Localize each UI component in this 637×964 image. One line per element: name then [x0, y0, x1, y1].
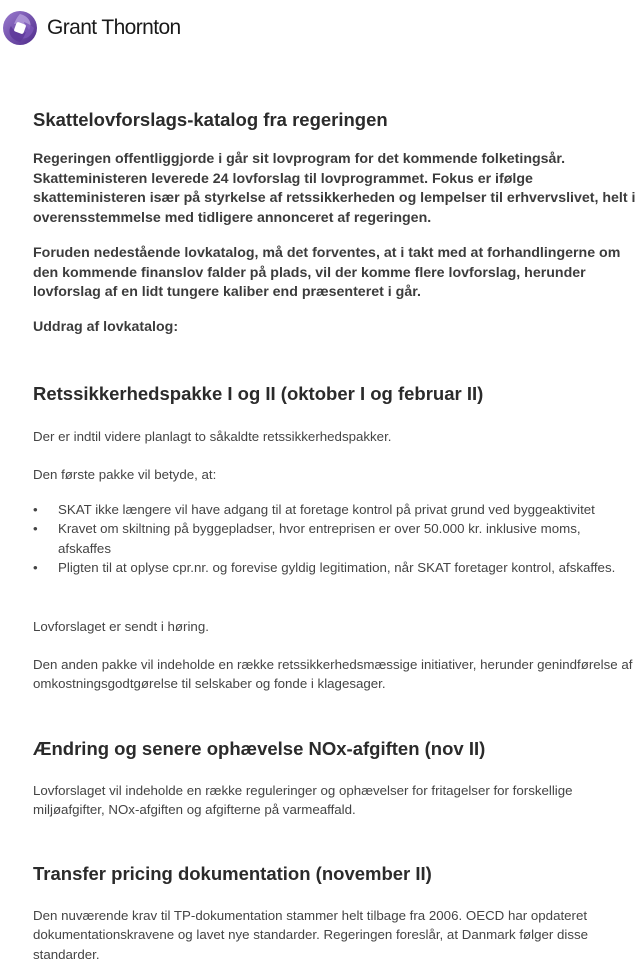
grant-thornton-swirl-icon	[2, 10, 38, 46]
section-paragraph: Den anden pakke vil indeholde en række retssikkerhedsmæssige initiativer, herunder genindførelse af omkostningsgodtgørelse til selskaber og fonde i klagesager.	[33, 657, 633, 692]
bullet-item	[33, 500, 637, 519]
grant-thornton-logo	[2, 10, 181, 46]
bullet-icon: •	[33, 559, 38, 575]
section-paragraph: Der er indtil videre planlagt to såkaldte retssikkerhedspakker.	[33, 429, 392, 444]
section-paragraph: Lovforslaget vil indeholde en række reguleringer og ophævelser for fritagelser for forskellige miljøafgifter, NOx-afgiften og afgifterne på varmeaffald.	[33, 783, 573, 818]
bullet-icon: •	[33, 502, 38, 517]
section-heading: Transfer pricing dokumentation (november II)	[33, 863, 432, 884]
intro-paragraph: Regeringen offentliggjorde i går sit lovprogram for det kommende folketingsår. Skatteministeren leverede 24 lovforslag til lovprogrammet. Fokus er ifølge skatteministeren især på styrkelse af retssikkerheden og lempelser til erhvervslivet, helt i overensstemmelse med tidligere annonceret af regeringen.	[33, 151, 636, 226]
bullet-item	[33, 558, 637, 577]
section-paragraph: Lovforslaget er sendt i høring.	[33, 619, 209, 634]
brand-name: Grant Thornton	[47, 16, 181, 39]
section-paragraph: Den første pakke vil betyde, at:	[33, 467, 217, 482]
section-paragraph: Den nuværende krav til TP-dokumentation stammer helt tilbage fra 2006. OECD har opdateret dokumentationskravene og lavet nye standarder. Regeringen foreslår, at Danmark følger disse standarder.	[33, 908, 589, 962]
section-heading: Ændring og senere ophævelse NOx-afgiften (nov II)	[33, 738, 486, 759]
bullet-item	[33, 519, 637, 558]
bullet-text: Pligten til at oplyse cpr.nr. og forevise gyldig legitimation, når SKAT foretager kontrol, afskaffes.	[58, 559, 616, 575]
document-title: Skattelovforslags-katalog fra regeringen	[33, 109, 388, 130]
intro-paragraph: Foruden nedestående lovkatalog, må det forventes, at i takt med at forhandlingerne om den kommende finanslov falder på plads, vil der komme flere lovforslag, herunder lovforslag af en lidt tungere kaliber end præsenteret i går.	[33, 245, 621, 300]
bullet-list	[33, 500, 637, 577]
section-heading: Retssikkerhedspakke I og II (oktober I og februar II)	[33, 383, 484, 404]
bullet-text: Kravet om skiltning på byggepladser, hvor entreprisen er over 50.000 kr. inklusive moms, afskaffes	[58, 521, 581, 556]
bullet-icon: •	[33, 521, 38, 537]
excerpt-label: Uddrag af lovkatalog:	[33, 319, 179, 335]
bullet-text: SKAT ikke længere vil have adgang til at foretage kontrol på privat grund ved byggeaktivitet	[58, 502, 595, 517]
